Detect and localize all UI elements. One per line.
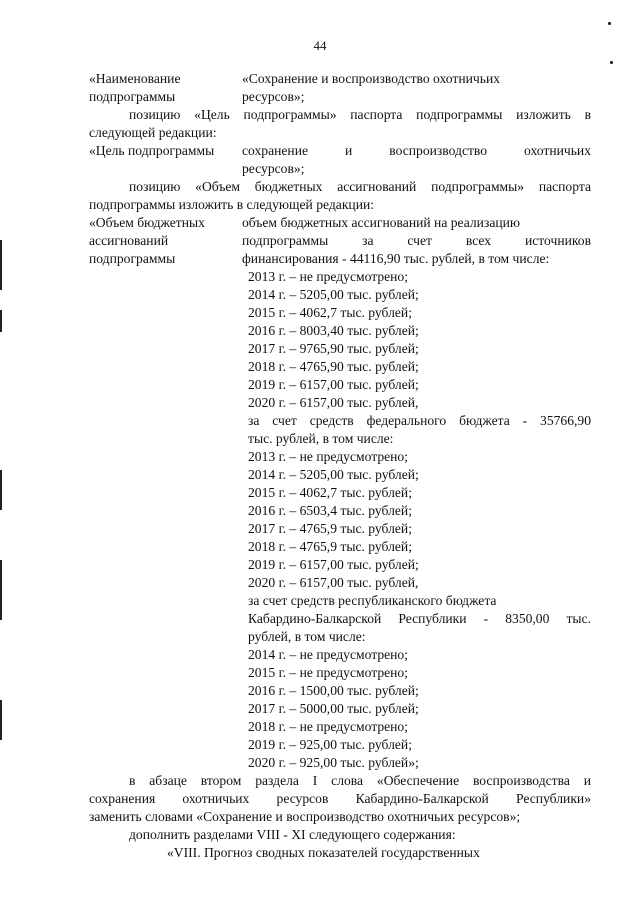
year-item: 2020 г. – 6157,00 тыс. рублей, <box>248 395 419 410</box>
text-line: следующей редакции: <box>89 125 217 140</box>
label-line: «Наименование <box>89 71 181 86</box>
value-line: тыс. рублей, в том числе: <box>248 431 394 446</box>
value-line: финансирования - 44116,90 тыс. рублей, в том числе: <box>242 251 550 266</box>
year-item: 2018 г. – 4765,90 тыс. рублей; <box>248 359 419 374</box>
label-line: «Цель подпрограммы <box>89 143 215 158</box>
scan-edge-mark <box>0 560 2 620</box>
year-item: 2019 г. – 6157,00 тыс. рублей; <box>248 557 419 572</box>
label-line: подпрограммы <box>89 89 176 104</box>
budget-allocation-block <box>89 214 591 772</box>
label-line: подпрограммы <box>89 251 176 266</box>
text-line: сохранения охотничьих ресурсов Кабардино-Балкарской Республики» <box>89 791 591 806</box>
page-number: 44 <box>313 38 327 53</box>
scan-edge-mark <box>0 700 2 740</box>
year-item: 2013 г. – не предусмотрено; <box>248 269 409 284</box>
year-item: 2018 г. – 4765,9 тыс. рублей; <box>248 539 412 554</box>
year-item: 2017 г. – 4765,9 тыс. рублей; <box>248 521 412 536</box>
value-line: ресурсов»; <box>242 89 305 104</box>
value-line: рублей, в том числе: <box>248 629 366 644</box>
value-line: подпрограммы за счет всех источников <box>242 233 591 248</box>
scan-edge-mark <box>0 470 2 510</box>
label-line: ассигнований <box>89 233 169 248</box>
year-item: 2020 г. – 6157,00 тыс. рублей, <box>248 575 419 590</box>
year-item: 2017 г. – 9765,90 тыс. рублей; <box>248 341 419 356</box>
subprogram-goal-block <box>89 142 591 178</box>
text-line: в абзаце втором раздела I слова «Обеспечение воспроизводства и <box>129 773 591 788</box>
year-item: 2014 г. – 5205,00 тыс. рублей; <box>248 467 419 482</box>
text-line: заменить словами «Сохранение и воспроизводство охотничьих ресурсов»; <box>89 809 521 824</box>
document-body <box>89 70 591 862</box>
paragraph: дополнить разделами VIII - XI следующего содержания: <box>129 827 456 842</box>
paragraph <box>89 106 591 142</box>
scan-speck <box>608 22 611 25</box>
value-line: за счет средств федерального бюджета - 35766,90 <box>248 413 591 428</box>
year-item: 2014 г. – 5205,00 тыс. рублей; <box>248 287 419 302</box>
year-item: 2019 г. – 6157,00 тыс. рублей; <box>248 377 419 392</box>
value-line: ресурсов»; <box>242 161 305 176</box>
section-heading: «VIII. Прогноз сводных показателей государственных <box>167 845 480 860</box>
value-line: объем бюджетных ассигнований на реализацию <box>242 215 521 230</box>
text-line: подпрограммы изложить в следующей редакции: <box>89 197 375 212</box>
scan-edge-mark <box>0 240 2 290</box>
year-item: 2015 г. – 4062,7 тыс. рублей; <box>248 485 412 500</box>
year-item: 2016 г. – 6503,4 тыс. рублей; <box>248 503 412 518</box>
paragraph <box>89 772 591 826</box>
scan-edge-mark <box>0 310 2 332</box>
paragraph <box>89 178 591 214</box>
value-line: за счет средств республиканского бюджета <box>248 593 497 608</box>
year-item: 2015 г. – не предусмотрено; <box>248 665 409 680</box>
year-item: 2019 г. – 925,00 тыс. рублей; <box>248 737 412 752</box>
value-line: Кабардино-Балкарской Республики - 8350,00 тыс. <box>248 611 591 626</box>
text-line: позицию «Объем бюджетных ассигнований подпрограммы» паспорта <box>129 179 591 194</box>
text-line: позицию «Цель подпрограммы» паспорта подпрограммы изложить в <box>129 107 591 122</box>
value-line: сохранение и воспроизводство охотничьих <box>242 143 591 158</box>
year-item: 2017 г. – 5000,00 тыс. рублей; <box>248 701 419 716</box>
year-item: 2015 г. – 4062,7 тыс. рублей; <box>248 305 412 320</box>
subprogram-name-block <box>89 70 591 106</box>
year-item: 2016 г. – 8003,40 тыс. рублей; <box>248 323 419 338</box>
year-item: 2013 г. – не предусмотрено; <box>248 449 409 464</box>
year-item: 2016 г. – 1500,00 тыс. рублей; <box>248 683 419 698</box>
year-item: 2020 г. – 925,00 тыс. рублей»; <box>248 755 419 770</box>
total-by-year-list <box>242 268 591 772</box>
year-item: 2018 г. – не предусмотрено; <box>248 719 409 734</box>
value-line: «Сохранение и воспроизводство охотничьих <box>242 71 501 86</box>
scan-speck <box>610 61 613 64</box>
year-item: 2014 г. – не предусмотрено; <box>248 647 409 662</box>
label-line: «Объем бюджетных <box>89 215 205 230</box>
